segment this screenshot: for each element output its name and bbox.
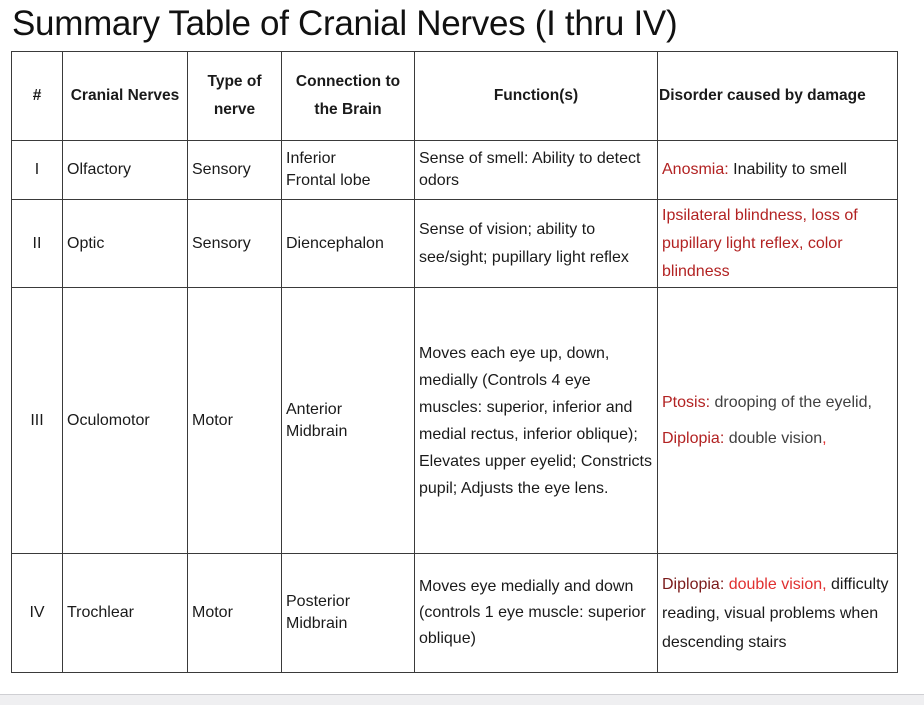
bottom-bar xyxy=(0,694,924,705)
disorder-desc: drooping of the eyelid, xyxy=(710,393,872,411)
cranial-nerves-table xyxy=(11,51,898,673)
cell-type: Sensory xyxy=(188,200,282,288)
cell-type: Motor xyxy=(188,554,282,673)
disorder-colon: : xyxy=(724,161,729,178)
connection-line: Midbrain xyxy=(286,615,348,632)
disorder-ptosis xyxy=(662,390,893,416)
table-row xyxy=(12,288,898,554)
connection-line: Posterior xyxy=(286,593,351,610)
disorder-desc: difficulty reading, visual problems when descending stairs xyxy=(662,575,889,651)
spacer xyxy=(662,416,893,426)
disorder-desc: Inability to smell xyxy=(728,161,847,178)
cell-nerve: Optic xyxy=(63,200,188,288)
cell-disorder: Ipsilateral blindness, loss of pupillary light reflex, color blindness xyxy=(658,200,898,288)
disorder-diplopia xyxy=(662,426,893,452)
header-nerve: Cranial Nerves xyxy=(63,52,188,141)
page-title: Summary Table of Cranial Nerves (I thru IV) xyxy=(12,4,678,43)
cell-num: I xyxy=(12,141,63,200)
cell-disorder xyxy=(658,141,898,200)
cell-type: Sensory xyxy=(188,141,282,200)
header-function: Function(s) xyxy=(415,52,658,141)
cell-connection xyxy=(282,554,415,673)
cell-connection: Diencephalon xyxy=(282,200,415,288)
connection-line: Inferior xyxy=(286,150,336,167)
disorder-term: Diplopia: xyxy=(662,575,725,593)
connection-line: Frontal lobe xyxy=(286,172,371,189)
disorder-term: Anosmia xyxy=(662,161,725,178)
cell-function: Moves eye medially and down (controls 1 eye muscle: superior oblique) xyxy=(415,554,658,673)
disorder-term: Ptosis: xyxy=(662,393,711,411)
table-row xyxy=(12,141,898,200)
header-num: # xyxy=(12,52,63,141)
cell-num: II xyxy=(12,200,63,288)
cell-connection xyxy=(282,288,415,554)
connection-line: Midbrain xyxy=(286,422,348,440)
header-row xyxy=(12,52,898,141)
disorder-desc: double vision xyxy=(724,429,823,447)
header-connection: Connection to the Brain xyxy=(282,52,415,141)
cell-function: Sense of vision; ability to see/sight; pupillary light reflex xyxy=(415,200,658,288)
cell-num: III xyxy=(12,288,63,554)
cell-function: Sense of smell: Ability to detect odors xyxy=(415,141,658,200)
connection-line: Anterior xyxy=(286,400,343,418)
header-disorder: Disorder caused by damage xyxy=(658,52,898,141)
disorder-trail: , xyxy=(822,429,827,447)
table-row xyxy=(12,200,898,288)
cell-function: Moves each eye up, down, medially (Controls 4 eye muscles: superior, inferior and medial rectus, inferior oblique); Elevates upper eyelid; Constricts pupil; Adjusts the eye lens. xyxy=(415,288,658,554)
cell-nerve: Trochlear xyxy=(63,554,188,673)
cell-nerve: Oculomotor xyxy=(63,288,188,554)
cell-connection xyxy=(282,141,415,200)
cell-nerve: Olfactory xyxy=(63,141,188,200)
disorder-highlight: double vision, xyxy=(724,575,827,593)
cell-type: Motor xyxy=(188,288,282,554)
table-row xyxy=(12,554,898,673)
disorder-term: Diplopia: xyxy=(662,429,725,447)
cell-disorder xyxy=(658,288,898,554)
cell-num: IV xyxy=(12,554,63,673)
cell-disorder xyxy=(658,554,898,673)
header-type: Type of nerve xyxy=(188,52,282,141)
